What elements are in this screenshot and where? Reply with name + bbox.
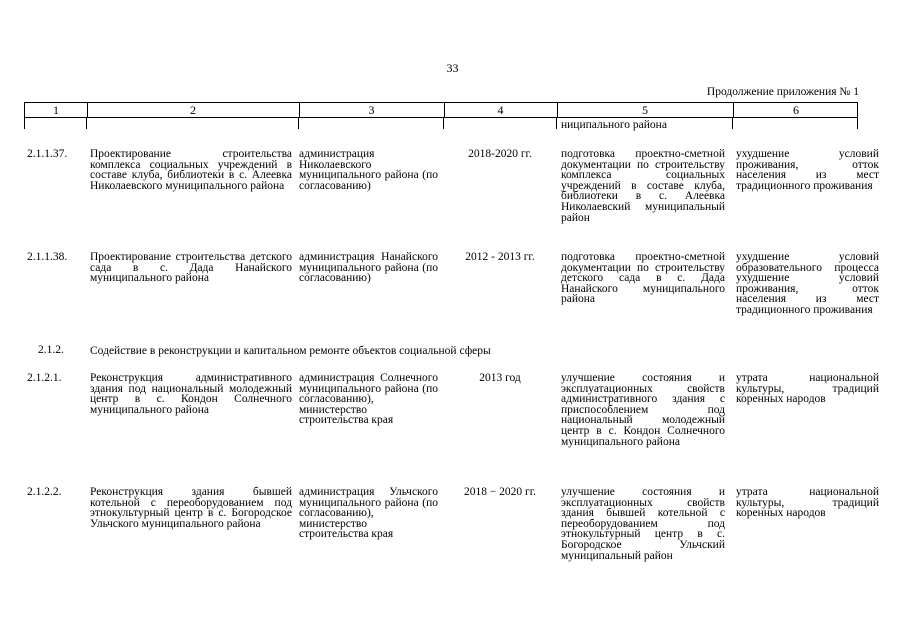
header-col-6: 6 [793, 103, 799, 117]
row-period: 2018 − 2020 гг. [463, 486, 537, 498]
header-col-1: 1 [53, 103, 59, 117]
section-number: 2.1.2. [38, 344, 64, 356]
header-col-5: 5 [642, 103, 648, 117]
row-number: 2.1.2.2. [27, 486, 62, 498]
row-result: подготовка проектно-сметной документации по строительству комплекса социальных учреждений в составе клуба, библиотеки в с. Алеевка Николаевский муниципальный район [561, 148, 725, 224]
row-result: улучшение состояния и эксплуатационных свойств здания бывшей котельной с переоборудованием под этнокультурный центр в с. Богородское Ульчский муниципальный район [561, 486, 725, 562]
row-consequence: ухудшение условий проживания, отток населения из мест традиционного проживания [736, 148, 879, 192]
row-number: 2.1.2.1. [27, 372, 62, 384]
section-title: Содействие в реконструкции и капитальном ремонте объектов социальной сферы [90, 345, 491, 357]
row-result: улучшение состояния и эксплуатационных свойств административного здания с приспособлением под национальный молодежный центр в с. Кондон Солнечного муниципального района [561, 372, 725, 448]
row-number: 2.1.1.38. [27, 251, 68, 263]
row-activity: Проектирование строительства комплекса социальных учреждений в составе клуба, библиотеки в с. Алеевка Николаевского муниципального района [90, 148, 292, 192]
row-activity: Реконструкция здания бывшей котельной с переоборудованием под этнокультурный центр в с. Богородское Ульчского муниципального района [90, 486, 292, 530]
row-period: 2018-2020 гг. [468, 148, 532, 160]
header-col-3: 3 [368, 103, 375, 117]
table-header [24, 102, 858, 118]
row-consequence: утрата национальной культуры, традиций коренных народов [736, 372, 879, 406]
row-activity: Реконструкция административного здания под национальный молодежный центр в с. Кондон Солнечного муниципального района [90, 372, 292, 416]
row-executor: администрация Ульчского муниципального района (по согласованию), министерство строительства края [299, 486, 438, 541]
row-activity: Проектирование строительства детского сада в с. Дада Нанайского муниципального района [90, 251, 292, 285]
row-number: 2.1.1.37. [27, 148, 68, 160]
row-executor: администрация Солнечного муниципального района (по согласованию), министерство строительства края [299, 372, 438, 427]
continuation-caption: Продолжение приложения № 1 [706, 86, 859, 98]
row-period: 2012 - 2013 гг. [465, 251, 535, 263]
row-consequence: утрата национальной культуры, традиций коренных народов [736, 486, 879, 520]
row-consequence: ухудшение условий образовательного процесса ухудшение условий проживания, отток населения из мест традиционного проживания [736, 251, 879, 316]
row-period: 2013 год [479, 372, 521, 384]
row-executor: администрация Нанайского муниципального района (по согласованию) [299, 251, 438, 285]
row-executor: администрация Николаевского муниципального района (по согласованию) [299, 148, 438, 192]
row-result: подготовка проектно-сметной документации по строительству детского сада в с. Дада Нанайского муниципального района [561, 251, 725, 306]
page-number: 33 [446, 61, 459, 75]
header-col-4: 4 [497, 103, 504, 117]
carryover-text: ниципального района [561, 119, 667, 131]
header-col-2: 2 [190, 103, 196, 117]
